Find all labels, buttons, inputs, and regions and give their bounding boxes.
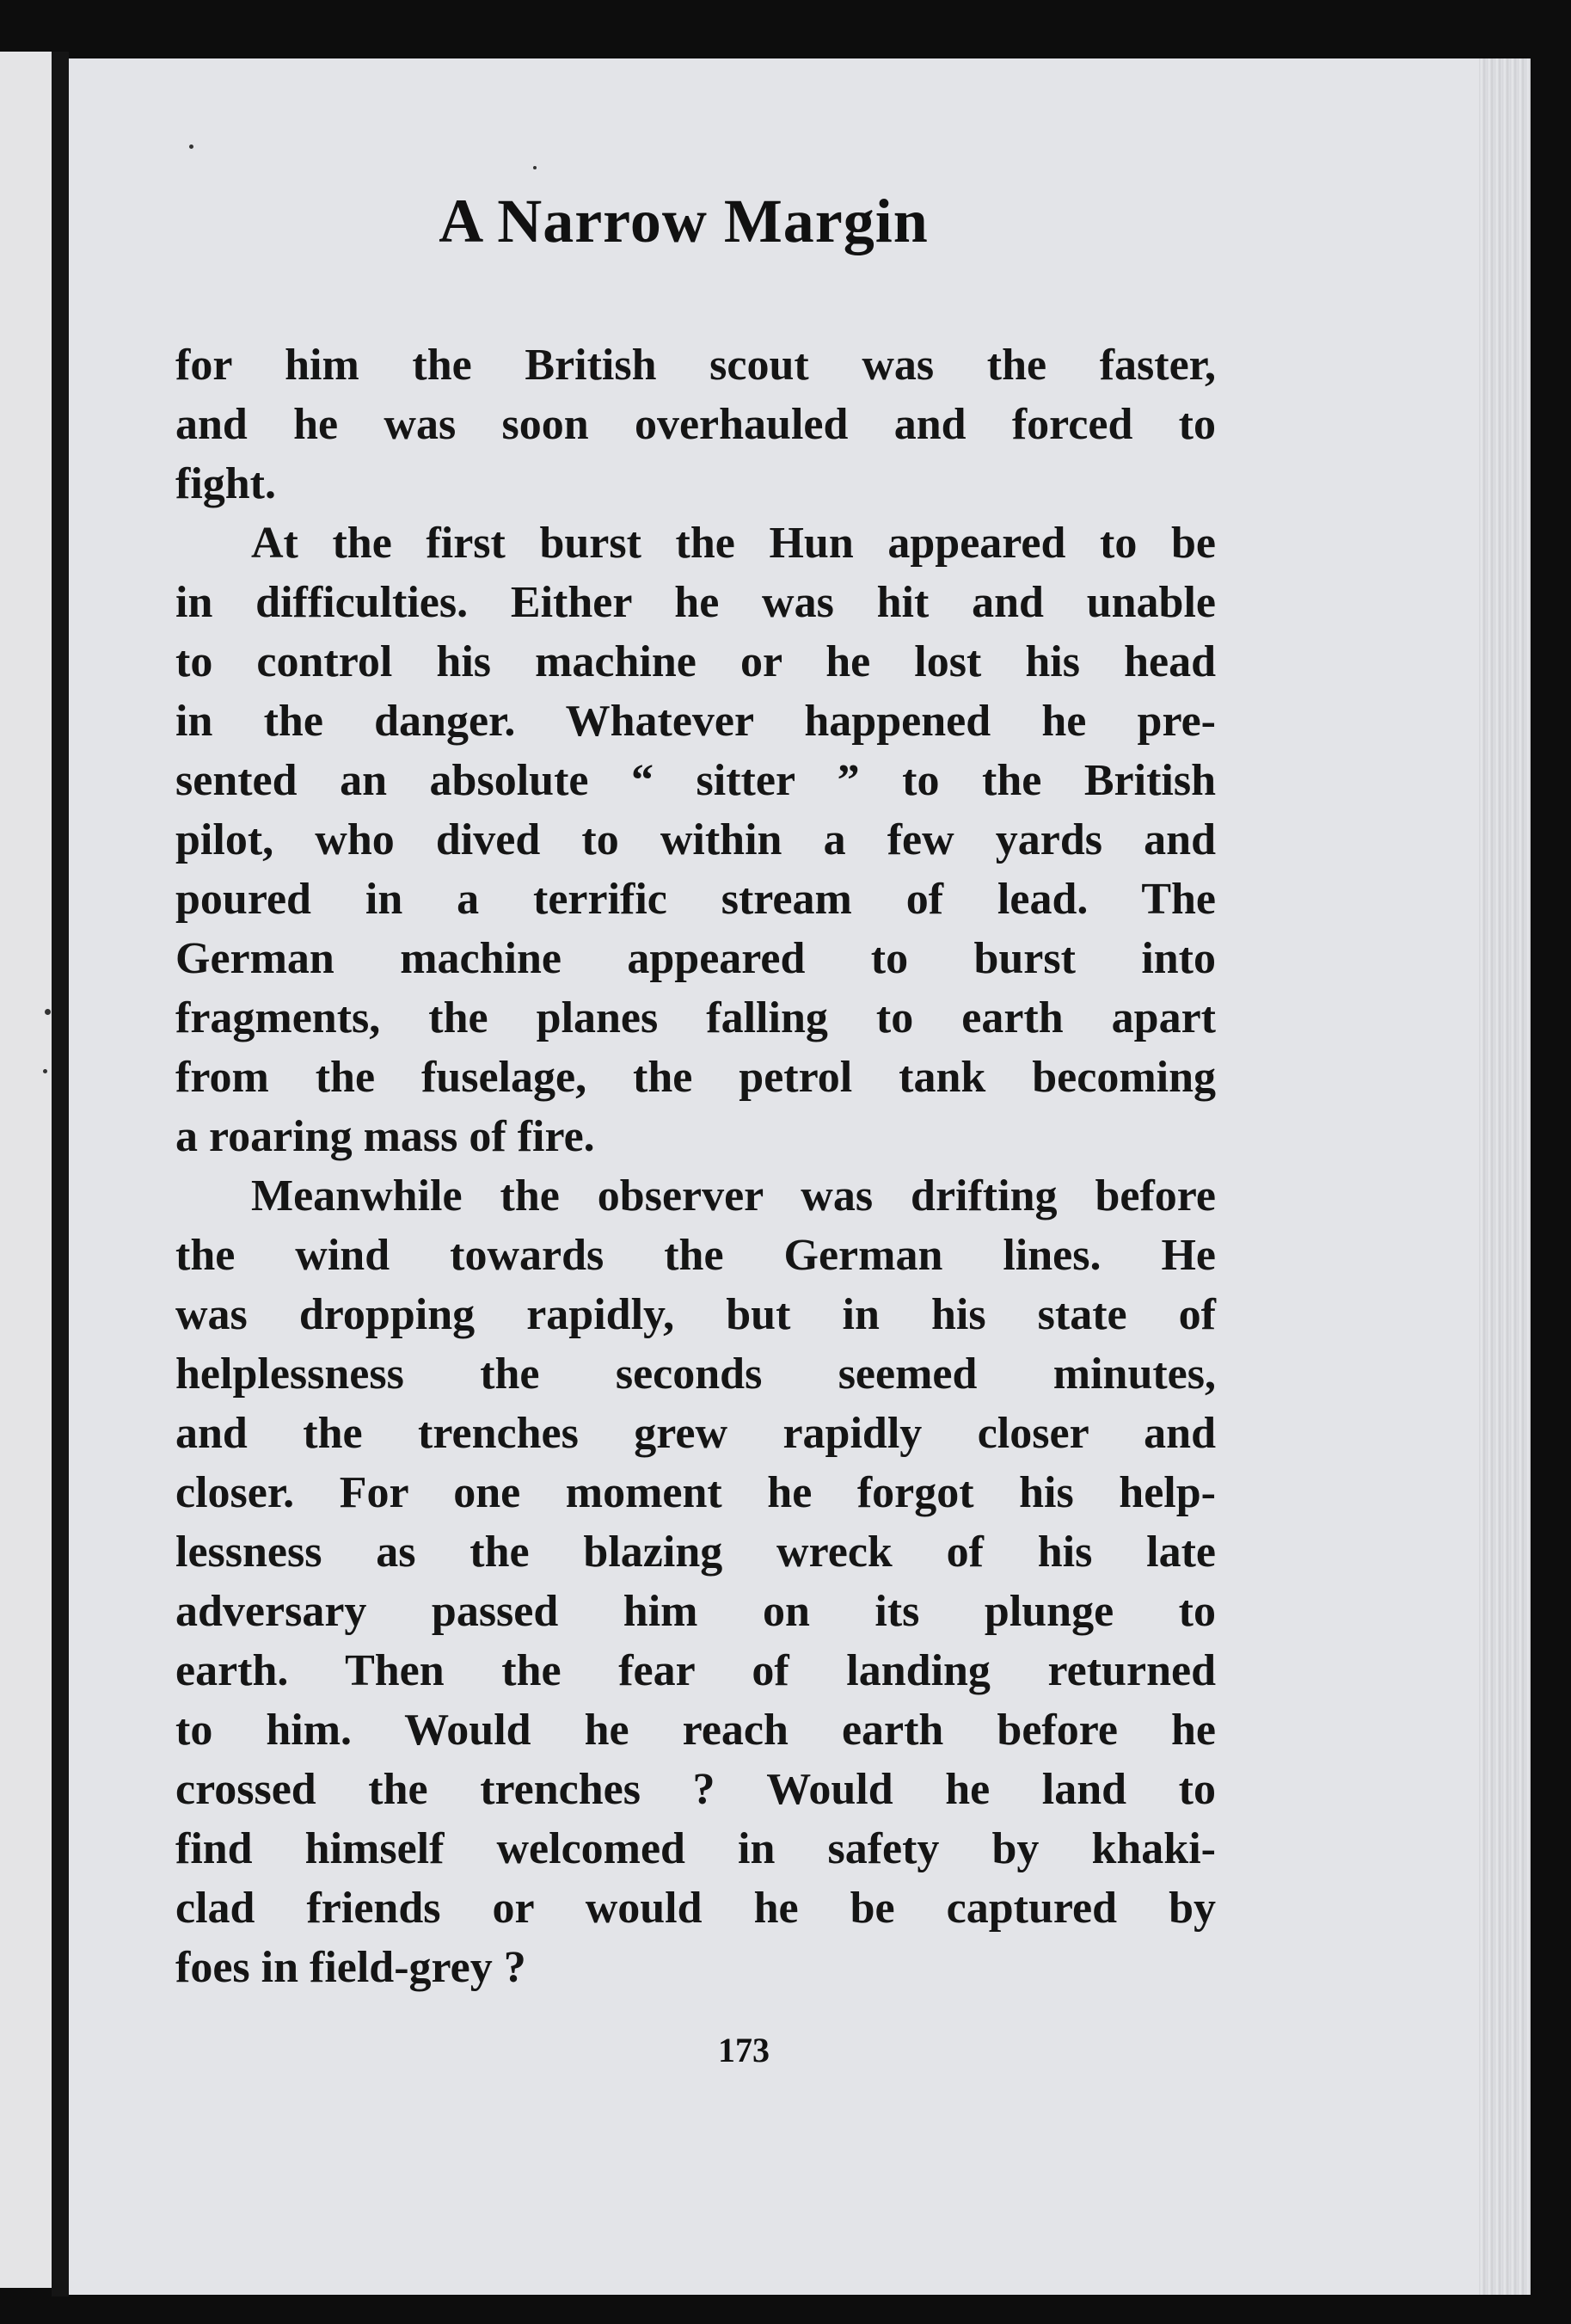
text-line: pilot, who dived to within a few yards and (175, 815, 1216, 864)
body-text (175, 335, 1216, 1997)
print-speck (533, 166, 537, 169)
text-line: German machine appeared to burst into (175, 934, 1216, 983)
print-speck (43, 1069, 47, 1073)
text-line: earth. Then the fear of landing returned (175, 1646, 1216, 1695)
text-line: fragments, the planes falling to earth apart (175, 993, 1216, 1042)
text-line: Meanwhile the observer was drifting before (251, 1171, 1216, 1220)
book-gutter (52, 52, 69, 2296)
text-line: to him. Would he reach earth before he (175, 1706, 1216, 1755)
text-line: clad friends or would he be captured by (175, 1884, 1216, 1933)
page-number: 173 (718, 2031, 770, 2069)
paragraph (175, 1166, 1216, 1997)
text-line: in difficulties. Either he was hit and unable (175, 578, 1216, 627)
text-line: to control his machine or he lost his head (175, 637, 1216, 686)
text-line: and he was soon overhauled and forced to (175, 400, 1216, 449)
text-line: and the trenches grew rapidly closer and (175, 1409, 1216, 1458)
book-page (69, 58, 1531, 2295)
paragraph (175, 513, 1216, 1166)
print-speck (189, 144, 193, 149)
text-line: a roaring mass of fire. (175, 1112, 595, 1161)
text-line: was dropping rapidly, but in his state of (175, 1290, 1216, 1339)
text-line: the wind towards the German lines. He (175, 1231, 1216, 1280)
print-speck (45, 1009, 51, 1015)
text-line: foes in field-grey ? (175, 1943, 526, 1992)
paragraph (175, 335, 1216, 513)
text-line: At the first burst the Hun appeared to be (251, 519, 1216, 568)
previous-page-edge (0, 52, 52, 2288)
text-line: lessness as the blazing wreck of his late (175, 1528, 1216, 1577)
text-line: find himself welcomed in safety by khaki- (175, 1824, 1216, 1873)
text-line: helplessness the seconds seemed minutes, (175, 1350, 1216, 1399)
text-line: in the danger. Whatever happened he pre- (175, 697, 1216, 746)
text-line: crossed the trenches ? Would he land to (175, 1765, 1216, 1814)
text-line: fight. (175, 459, 276, 508)
running-head: A Narrow Margin (439, 187, 929, 255)
page-fore-edge (1479, 58, 1531, 2295)
text-line: from the fuselage, the petrol tank becoming (175, 1053, 1216, 1102)
text-line: poured in a terrific stream of lead. The (175, 875, 1216, 924)
text-line: for him the British scout was the faster, (175, 341, 1216, 390)
text-line: sented an absolute “ sitter ” to the British (175, 756, 1216, 805)
text-line: adversary passed him on its plunge to (175, 1587, 1216, 1636)
text-line: closer. For one moment he forgot his help- (175, 1468, 1216, 1517)
